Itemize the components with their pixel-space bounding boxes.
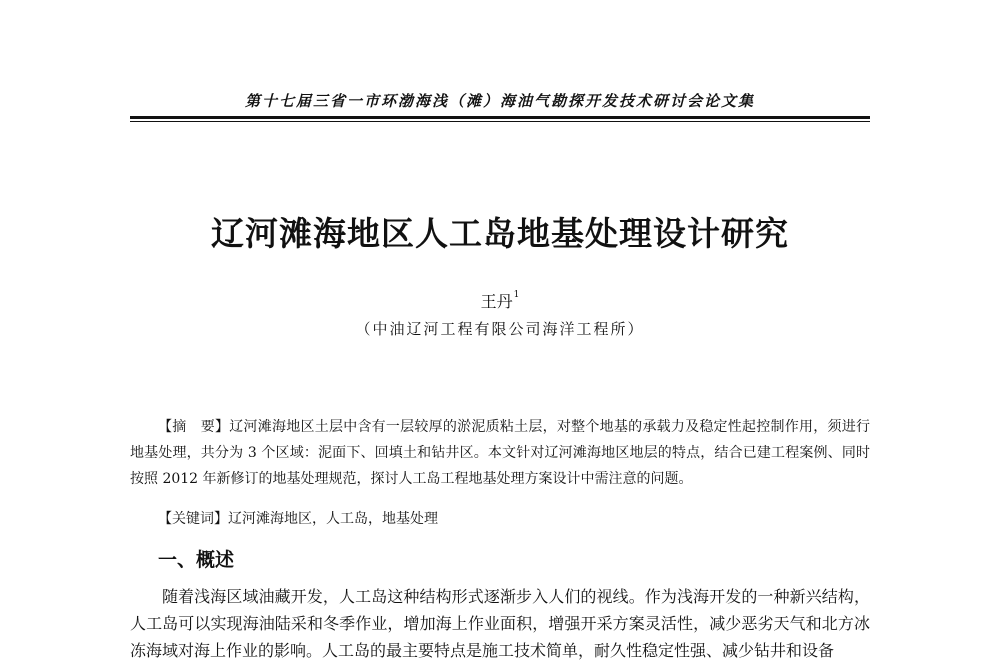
header-rule-thick <box>130 116 870 119</box>
abstract-label: 【摘 要】 <box>158 419 230 435</box>
keywords <box>158 508 870 528</box>
abstract-text: 辽河滩海地区土层中含有一层较厚的淤泥质粘土层，对整个地基的承载力及稳定性起控制作用，须进行地基处理，共分为 3 个区域：泥面下、回填土和钻井区。本文针对辽河滩海地区地层的特点，结合已建工程案例、同时按照 2012 年新修订的地基处理规范，探讨人工岛工程地基处理方案设计中需注意的问题。 <box>130 419 871 487</box>
author-name: 王丹 <box>480 292 513 311</box>
author-footnote-mark: 1 <box>513 289 520 300</box>
keywords-text: 辽河滩海地区，人工岛，地基处理 <box>228 511 438 527</box>
author-line <box>130 289 870 312</box>
paper-title: 辽河滩海地区人工岛地基处理设计研究 <box>211 214 789 253</box>
keywords-label: 【关键词】 <box>158 511 228 527</box>
author-affiliation: （中油辽河工程有限公司海洋工程所） <box>355 320 645 338</box>
abstract <box>130 414 870 492</box>
running-header: 第十七届三省一市环渤海浅（滩）海油气勘探开发技术研讨会论文集 <box>244 92 755 110</box>
section-paragraph: 随着浅海区域油藏开发，人工岛这种结构形式逐渐步入人们的视线。作为浅海开发的一种新兴结构，人工岛可以实现海油陆采和冬季作业，增加海上作业面积，增强开采方案灵活性，减少恶劣天气和北方冰冻海域对海上作业的影响。人工岛的最主要特点是施工技术简单，耐久性稳定性强、减少钻井和设备 <box>130 587 870 660</box>
section-heading-overview: 一、概述 <box>158 549 235 571</box>
header-rule-thin <box>130 121 870 122</box>
